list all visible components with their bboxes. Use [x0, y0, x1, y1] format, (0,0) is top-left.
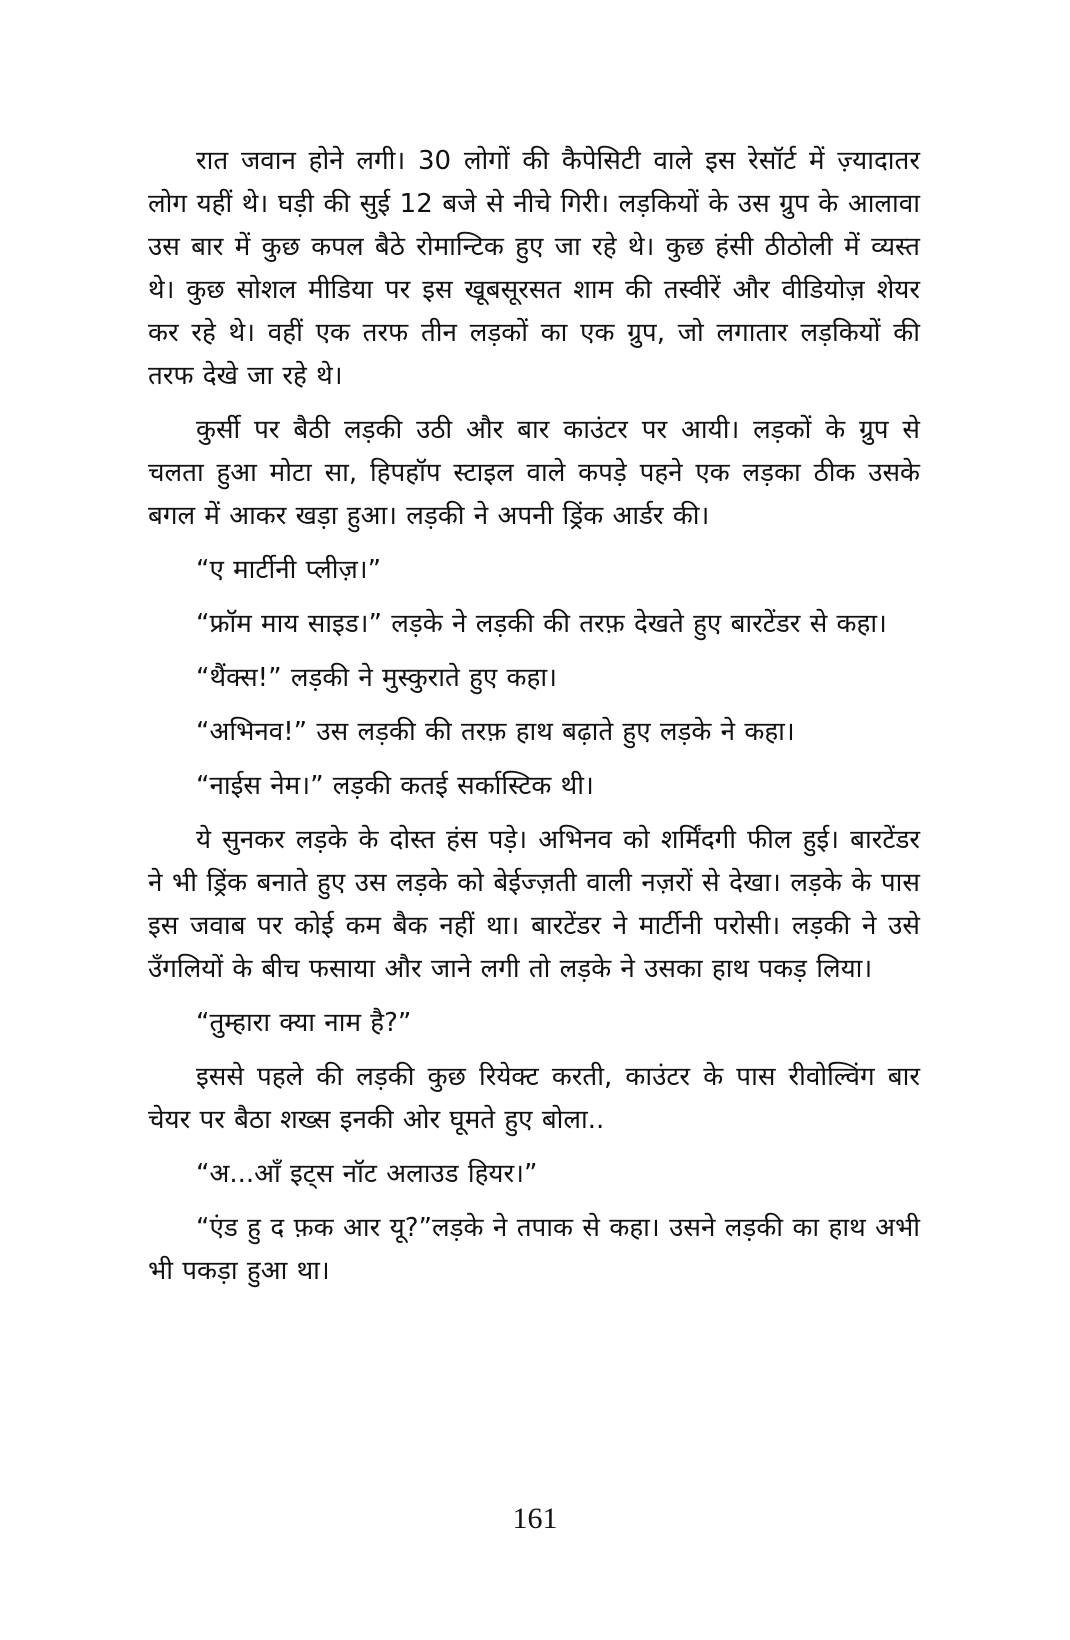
- paragraph-8: ये सुनकर लड़के के दोस्त हंस पड़े। अभिनव को शर्मिंदगी फील हुई। बारटेंडर ने भी ड्रिंक बनाते हुए उस लड़के को बेईज्ज़ती वाली नज़रों से देखा। लड़के के पास इस जवाब पर कोई कम बैक नहीं था। बारटेंडर ने मार्टीनी परोसी। लड़की ने उसे उँगलियों के बीच फसाया और जाने लगी तो लड़के ने उसका हाथ पकड़ लिया।: [148, 825, 920, 984]
- paragraph-12: “एंड हु द फ़क आर यू?”लड़के ने तपाक से कहा। उसने लड़की का हाथ अभी भी पकड़ा हुआ था।: [148, 1213, 920, 1286]
- paragraph-3: “ए मार्टीनी प्लीज़।”: [196, 555, 382, 585]
- paragraph-4: “फ्रॉम माय साइड।” लड़के ने लड़की की तरफ़ देखते हुए बारटेंडर से कहा।: [196, 609, 887, 639]
- paragraph-9: “तुम्हारा क्या नाम है?”: [196, 1008, 412, 1038]
- paragraph-2: कुर्सी पर बैठी लड़की उठी और बार काउंटर पर आयी। लड़कों के ग्रुप से चलता हुआ मोटा सा, हिपहॉप स्टाइल वाले कपड़े पहने एक लड़का ठीक उसके बगल में आकर खड़ा हुआ। लड़की ने अपनी ड्रिंक आर्डर की।: [148, 415, 920, 531]
- paragraph-5: “थैंक्स!” लड़की ने मुस्कुराते हुए कहा।: [196, 663, 557, 693]
- page-body: [148, 140, 920, 1304]
- paragraph-1: रात जवान होने लगी। 30 लोगों की कैपेसिटी वाले इस रेसॉर्ट में ज़्यादातर लोग यहीं थे। घड़ी की सुई 12 बजे से नीचे गिरी। लड़कियों के उस ग्रुप के आलावा उस बार में कुछ कपल बैठे रोमान्टिक हुए जा रहे थे। कुछ हंसी ठीठोली में व्यस्त थे। कुछ सोशल मीडिया पर इस खूबसूरसत शाम की तस्वीरें और वीडियोज़ शेयर कर रहे थे। वहीं एक तरफ तीन लड़कों का एक ग्रुप, जो लगातार लड़कियों की तरफ देखे जा रहे थे।: [148, 146, 920, 391]
- paragraph-10: इससे पहले की लड़की कुछ रियेक्ट करती, काउंटर के पास रीवोल्विंग बार चेयर पर बैठा शख्स इनकी ओर घूमते हुए बोला..: [148, 1062, 920, 1135]
- page-number: 161: [512, 1502, 558, 1535]
- paragraph-7: “नाईस नेम।” लड़की कतई सर्कास्टिक थी।: [196, 771, 594, 801]
- paragraph-11: “अ...आँ इट्स नॉट अलाउड हियर।”: [196, 1159, 538, 1189]
- paragraph-6: “अभिनव!” उस लड़की की तरफ़ हाथ बढ़ाते हुए लड़के ने कहा।: [196, 717, 795, 747]
